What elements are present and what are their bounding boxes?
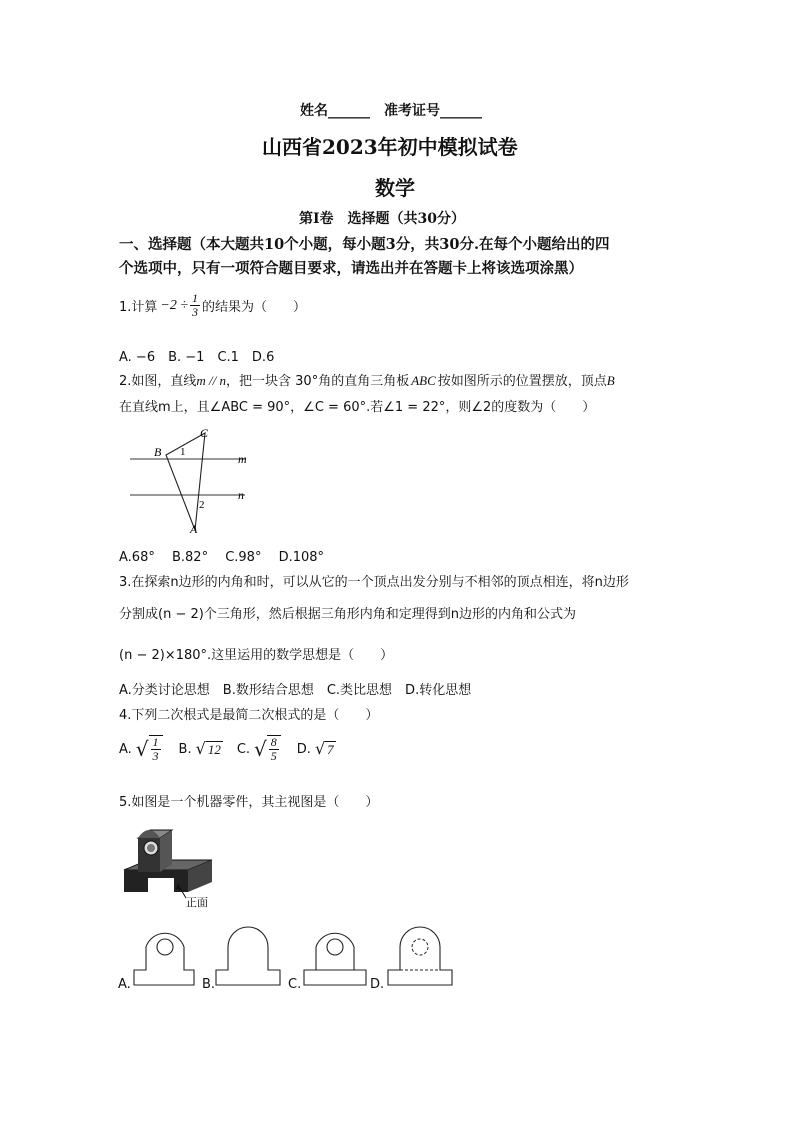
- q4-option-a-radical: √ $\frac{1}{3}$: [136, 735, 163, 763]
- q4-b-val: 12: [207, 741, 221, 757]
- q4-a-num: 1: [152, 735, 159, 749]
- instructions-line-2: 个选项中，只有一项符合题目要求，请选出并在答题卡上将该选项涂黑）: [119, 260, 583, 277]
- q4-option-c-radical: √ $\frac{8}{5}$: [254, 735, 281, 763]
- question-4-options: [119, 735, 336, 763]
- q5-option-b-figure: [212, 925, 284, 989]
- q4-option-d-label: D.: [296, 741, 311, 757]
- label-angle-2: 2: [199, 499, 205, 511]
- exam-id-field-label: 准考证号______: [384, 103, 482, 119]
- question-3-line-1: 3.在探索n边形的内角和时，可以从它的一个顶点出发分别与不相邻的顶点相连，将n边形: [119, 575, 629, 590]
- triangle-abc: [166, 433, 205, 530]
- q4-c-num: 8: [270, 735, 277, 749]
- q1-prefix: 1.计算: [119, 300, 158, 315]
- q4-option-d-radical: √ 7: [314, 739, 334, 758]
- instructions-line-1: 一、选择题（本大题共10个小题，每小题3分，共30分.在每个小题给出的四: [119, 236, 610, 253]
- question-2-options: A.68° B.82° C.98° D.108°: [119, 550, 325, 565]
- q4-option-b-radical: √ 12: [195, 739, 221, 758]
- q2-text-c: 按如图所示的位置摆放，顶点: [437, 374, 607, 389]
- subject-title: 数学: [375, 176, 415, 200]
- q4-a-den: 3: [152, 749, 159, 763]
- section-title: 第Ⅰ卷 选择题（共30分）: [299, 211, 466, 227]
- question-1-options: A. −6 B. −1 C.1 D.6: [119, 350, 275, 365]
- exam-title: 山西省2023年初中模拟试卷: [262, 135, 518, 159]
- name-field-label: 姓名______: [300, 103, 370, 119]
- label-b: B: [154, 445, 162, 459]
- q1-expression: −2 ÷: [160, 297, 189, 313]
- q2-var-m: m: [196, 373, 206, 388]
- q2-var-n: n: [219, 373, 227, 388]
- q1-fraction-numerator: 1: [192, 291, 199, 305]
- q4-d-val: 7: [327, 741, 334, 757]
- q4-option-c-label: C.: [236, 741, 251, 757]
- question-1-stem: [119, 292, 306, 319]
- question-3-line-3: (n − 2)×180°.这里运用的数学思想是（ ）: [119, 648, 394, 663]
- front-view-label: 正面: [186, 897, 208, 909]
- question-5-stem: 5.如图是一个机器零件，其主视图是（ ）: [119, 795, 379, 810]
- q4-option-a-label: A.: [119, 741, 132, 757]
- q5-option-a-label: A.: [118, 977, 131, 992]
- label-a: A: [190, 522, 198, 536]
- q5-option-d-label: D.: [370, 977, 385, 992]
- question-3-options: A.分类讨论思想 B.数形结合思想 C.类比思想 D.转化思想: [119, 683, 472, 698]
- q2-figure: [120, 422, 260, 536]
- q4-option-b-label: B.: [178, 741, 192, 757]
- question-3-line-2: 分割成(n − 2)个三角形，然后根据三角形内角和定理得到n边形的内角和公式为: [119, 607, 577, 622]
- question-2-line-1: [119, 370, 615, 389]
- q1-fraction: [190, 292, 200, 319]
- q2-vertex-b: B: [606, 373, 615, 388]
- q2-text-b: ，把一块含 30°角的直角三角板: [226, 374, 410, 389]
- q1-suffix: 的结果为（ ）: [202, 300, 307, 315]
- q5-option-c-figure: [300, 925, 370, 989]
- label-c: C: [200, 426, 209, 440]
- q4-c-den: 5: [270, 749, 277, 763]
- q5-option-a-figure: [130, 925, 198, 989]
- label-angle-1: 1: [180, 446, 186, 458]
- q2-text-a: 2.如图，直线: [119, 374, 197, 389]
- question-4-stem: 4.下列二次根式是最简二次根式的是（ ）: [119, 708, 379, 723]
- q1-fraction-denominator: 3: [192, 305, 199, 319]
- q5-option-b-label: B.: [202, 977, 216, 992]
- q5-option-c-label: C.: [288, 977, 302, 992]
- question-2-line-2: 在直线m上，且∠ABC = 90°，∠C = 60°.若∠1 = 22°，则∠2的度数为（ ）: [119, 400, 596, 415]
- label-n: n: [238, 488, 244, 502]
- q5-machine-part-image: [120, 820, 220, 912]
- label-m: m: [238, 452, 247, 466]
- q5-options: [118, 925, 478, 995]
- q2-parallel: //: [205, 373, 220, 388]
- q5-option-d-figure: [384, 925, 456, 989]
- q2-triangle-name: ABC: [411, 373, 436, 388]
